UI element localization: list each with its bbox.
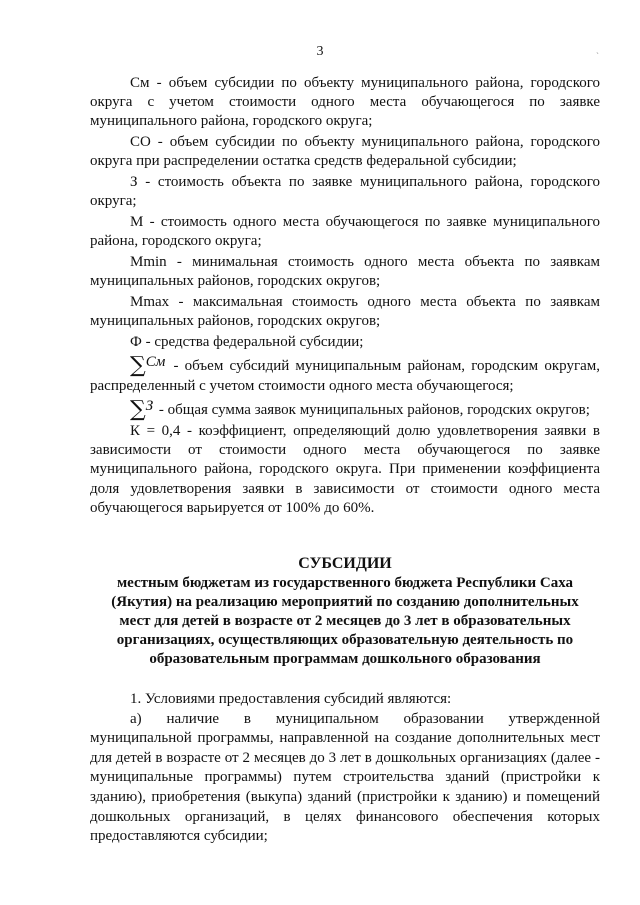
sum-variable: З	[145, 398, 154, 415]
definition-z: З - стоимость объекта по заявке муниципального района, городского округа;	[90, 174, 600, 210]
definition-f: Ф - средства федеральной субсидии;	[130, 333, 364, 350]
sum-z-text: - общая сумма заявок муниципальных районов, городских округов;	[155, 402, 590, 419]
section-title: СУБСИДИИ	[298, 555, 392, 572]
sum-variable: См	[145, 354, 166, 371]
definition-sum-z	[90, 397, 600, 423]
definitions-block	[90, 74, 600, 519]
condition-item-a: а) наличие в муниципальном образовании утвержденной муниципальной программы, направленной на создание дополнительных мест для детей в возрасте от 2 месяцев до 3 лет в дошкольных организациях (далее - муниципальные программы) путем строительства зданий (пристройки к зданию), приобретения (выкупа) зданий (пристройки к зданию) и помещений дошкольных организаций, в целях финансового обеспечения которых предоставляются субсидии;	[90, 710, 600, 845]
section-subtitle: местным бюджетам из государственного бюджета Республики Саха (Якутия) на реализацию мероприятий по созданию дополнительных мест для детей в возрасте от 2 месяцев до 3 лет в образовательных организациях, осуществляющих образовательную деятельность по образовательным программам дошкольного образования	[111, 575, 579, 667]
sum-cm-text: - объем субсидий муниципальным районам, городским округам, распределенный с учетом стоимости одного места обучающегося;	[90, 358, 600, 394]
definition-mmax: Mmax - максимальная стоимость одного места объекта по заявкам муниципальных районов, городских округов;	[90, 293, 600, 329]
definition-cm: См - объем субсидии по объекту муниципального района, городского округа с учетом стоимости одного места обучающегося по заявке муниципального района, городского округа;	[90, 75, 600, 130]
corner-mark: ˎ	[596, 44, 599, 54]
conditions-heading: 1. Условиями предоставления субсидий являются:	[130, 691, 452, 707]
sum-symbol-icon: ∑	[130, 397, 146, 423]
definition-co: СО - объем субсидии по объекту муниципального района, городского округа при распределении остатка средств федеральной субсидии;	[90, 134, 600, 170]
page-number: 3	[316, 44, 324, 59]
conditions-block	[90, 690, 600, 847]
definition-coefficient: К = 0,4 - коэффициент, определяющий долю удовлетворения заявки в зависимости от стоимости одного места обучающегося по заявке муниципального района, городского округа. При применении коэффициента доля удовлетворения заявки в зависимости от стоимости одного места обучающегося варьируется от 100% до 60%.	[90, 422, 600, 516]
definition-m: М - стоимость одного места обучающегося по заявке муниципального района, городского округа;	[90, 213, 600, 250]
definition-sum-cm	[90, 353, 600, 395]
definition-mmin: Mmin - минимальная стоимость одного места объекта по заявкам муниципальных районов, городских округов;	[90, 253, 600, 290]
section-heading	[90, 554, 600, 669]
sum-symbol-icon: ∑	[130, 353, 146, 379]
